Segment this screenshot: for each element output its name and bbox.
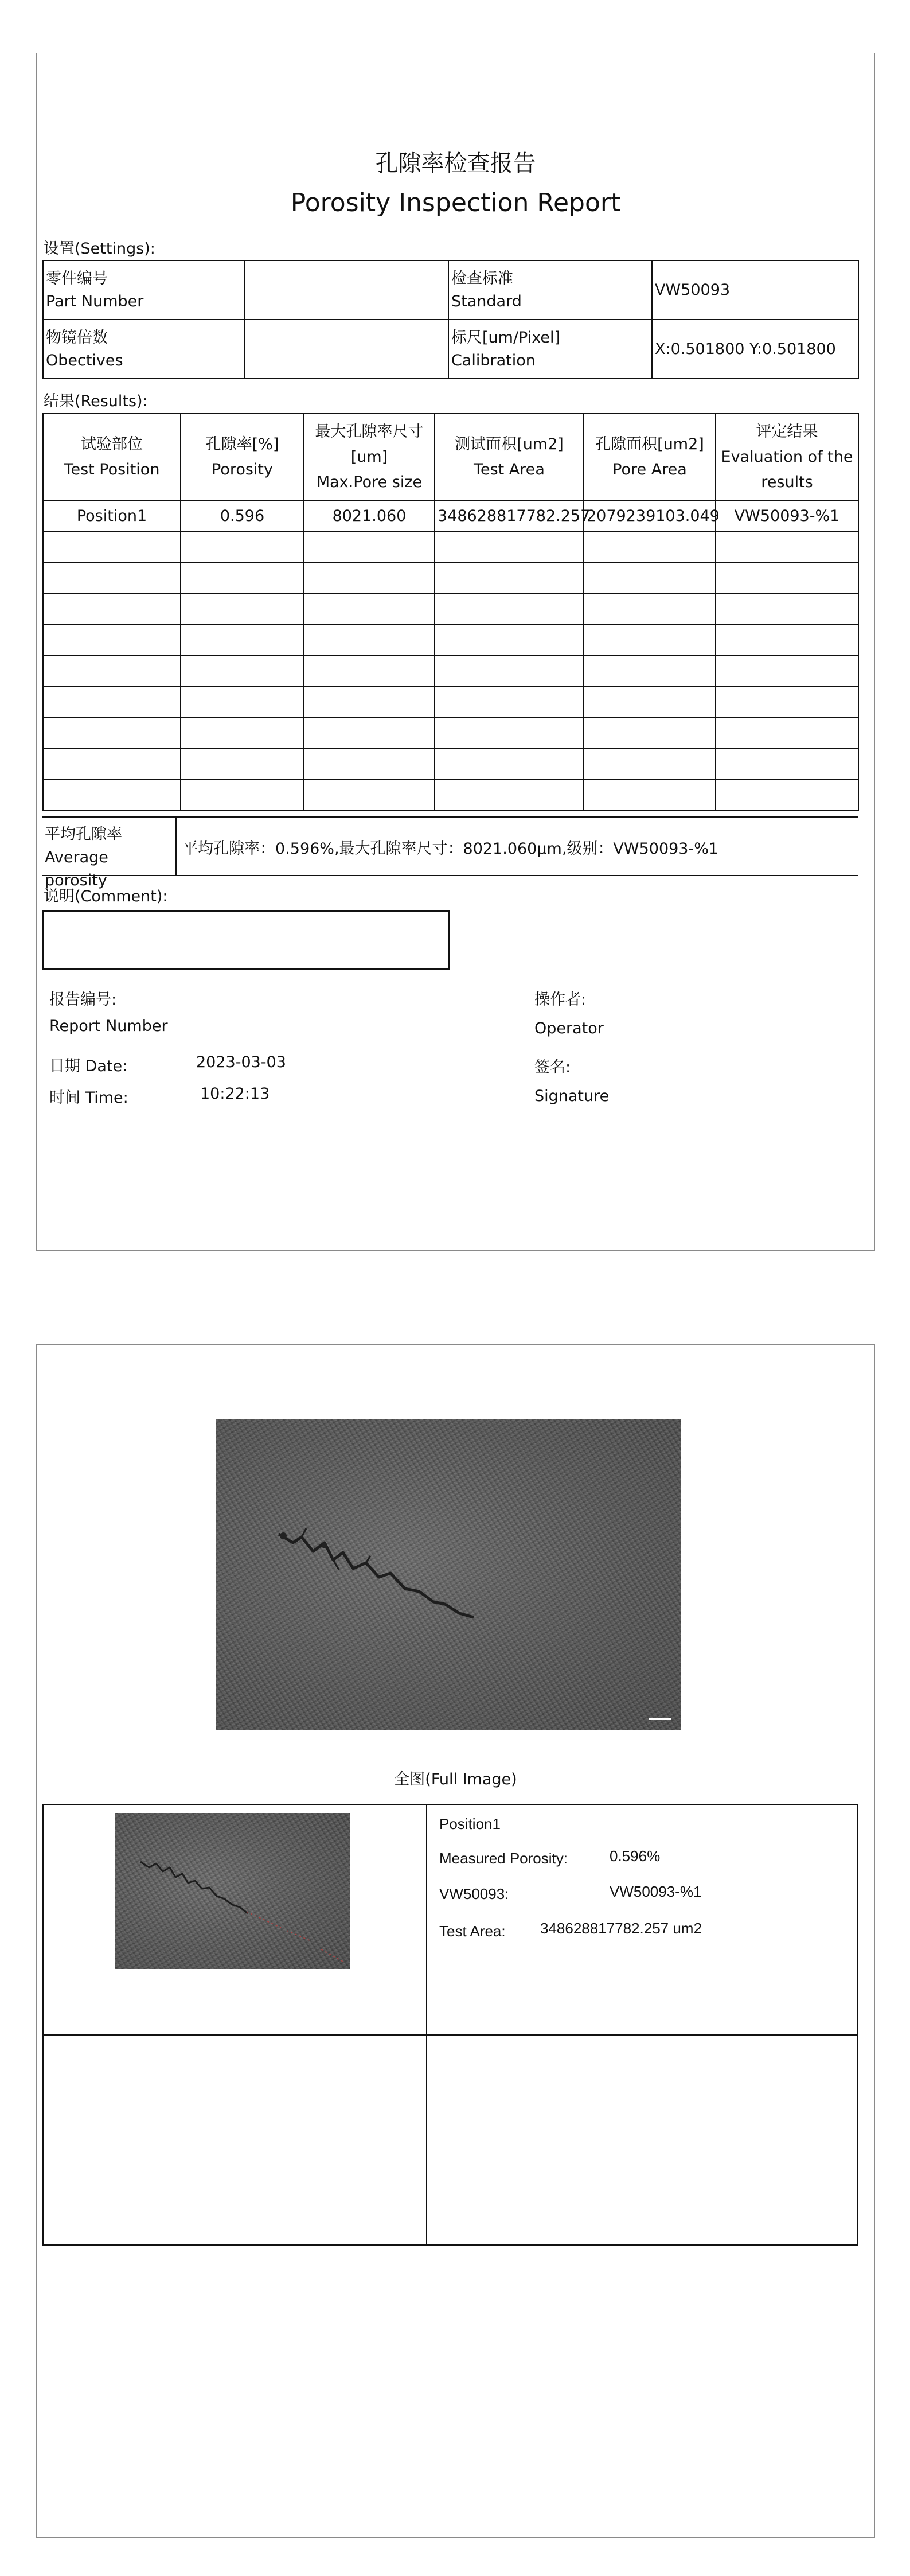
table-row: [43, 594, 858, 625]
cell-test-position: [43, 780, 181, 811]
cell-evaluation: [716, 532, 858, 563]
measured-porosity-value: 0.596%: [610, 1847, 661, 1865]
signature-label-en: Signature: [534, 1087, 610, 1105]
cell-evaluation: [716, 625, 858, 656]
cell-evaluation: [716, 563, 858, 594]
time-label: 时间 Time:: [49, 1089, 128, 1107]
objectives-label: [43, 320, 245, 379]
table-row: [43, 749, 858, 780]
cell-test-area: [435, 780, 584, 811]
header-porosity-cn: 孔隙率[%]: [205, 435, 279, 453]
cell-test-position: [43, 656, 181, 687]
header-test-area: [435, 414, 584, 501]
average-porosity-label: [42, 818, 177, 889]
header-evaluation-cn: 评定结果: [756, 423, 818, 441]
cell-pore-area: [584, 625, 716, 656]
operator-label-cn: 操作者:: [534, 991, 587, 1009]
cell-test-area: [435, 656, 584, 687]
cell-pore-area: [584, 780, 716, 811]
full-micrograph-image: [216, 1419, 681, 1730]
cell-pore-area: [584, 687, 716, 718]
standard-label-cn: 检查标准: [451, 269, 513, 287]
cell-test-position: [43, 749, 181, 780]
cell-porosity: [181, 687, 304, 718]
calibration-label-en: Calibration: [451, 351, 536, 369]
table-row: [43, 656, 858, 687]
part-number-label: [43, 260, 245, 320]
cell-pore-area: [584, 718, 716, 749]
cell-test-area: [435, 532, 584, 563]
settings-table: [42, 260, 859, 379]
position1-thumbnail: [115, 1813, 350, 1969]
cell-porosity: [181, 532, 304, 563]
grid-horizontal-divider: [44, 2034, 857, 2036]
header-evaluation-en-1: Evaluation of the: [721, 448, 853, 466]
report-title-en: Porosity Inspection Report: [290, 188, 621, 217]
header-test-position-en: Test Position: [64, 461, 160, 478]
cell-evaluation: [716, 687, 858, 718]
cell-max-pore-size: 8021.060: [304, 501, 435, 532]
cell-pore-area: [584, 594, 716, 625]
comment-box: [42, 910, 450, 970]
part-number-label-cn: 零件编号: [46, 269, 108, 287]
table-row: [43, 625, 858, 656]
date-value: 2023-03-03: [196, 1053, 286, 1071]
cell-test-position: [43, 625, 181, 656]
cell-max-pore-size: [304, 780, 435, 811]
header-evaluation: [716, 414, 858, 501]
calibration-value: X:0.501800 Y:0.501800: [652, 320, 858, 379]
cell-test-area: [435, 687, 584, 718]
table-row: [43, 501, 858, 532]
full-image-caption: 全图(Full Image): [394, 1770, 517, 1788]
test-area-value: 348628817782.257 um2: [540, 1920, 702, 1937]
objectives-value: [245, 320, 448, 379]
report-page-1: [36, 53, 875, 1251]
cell-test-position: [43, 594, 181, 625]
cell-pore-area: [584, 656, 716, 687]
header-porosity-en: Porosity: [212, 461, 273, 478]
comment-label: 说明(Comment):: [44, 888, 168, 905]
cell-porosity: [181, 656, 304, 687]
cell-porosity: 0.596: [181, 501, 304, 532]
average-porosity-label-en: Average porosity: [45, 849, 108, 889]
report-number-label-cn: 报告编号:: [49, 991, 117, 1009]
table-row: [43, 687, 858, 718]
date-label: 日期 Date:: [49, 1057, 128, 1075]
cell-max-pore-size: [304, 563, 435, 594]
grid-vertical-divider: [426, 1805, 427, 2244]
objectives-label-en: Obectives: [46, 351, 123, 369]
cell-evaluation: [716, 780, 858, 811]
pore-crack-overlay: [216, 1419, 681, 1730]
results-table: [42, 413, 859, 811]
standard-result-label: VW50093:: [439, 1885, 509, 1902]
thumbnail-pore-overlay: [115, 1813, 350, 1969]
signature-label-cn: 签名:: [534, 1059, 571, 1076]
cell-porosity: [181, 625, 304, 656]
header-max-pore-size: [304, 414, 435, 501]
cell-test-position: [43, 687, 181, 718]
cell-test-position: Position1: [43, 501, 181, 532]
cell-max-pore-size: [304, 749, 435, 780]
operator-label-en: Operator: [534, 1019, 604, 1037]
cell-max-pore-size: [304, 532, 435, 563]
cell-max-pore-size: [304, 625, 435, 656]
calibration-label-cn: 标尺[um/Pixel]: [451, 328, 561, 347]
table-row: [43, 718, 858, 749]
table-row: [43, 563, 858, 594]
cell-test-area: 348628817782.257: [435, 501, 584, 532]
cell-test-area: [435, 718, 584, 749]
cell-pore-area: [584, 532, 716, 563]
cell-porosity: [181, 563, 304, 594]
header-max-pore-size-unit: [um]: [350, 448, 388, 466]
cell-porosity: [181, 594, 304, 625]
cell-test-area: [435, 749, 584, 780]
part-number-value: [245, 260, 448, 320]
measured-porosity-label: Measured Porosity:: [439, 1850, 568, 1867]
header-test-area-cn: 测试面积[um2]: [455, 435, 564, 453]
cell-pore-area: [584, 563, 716, 594]
header-porosity: [181, 414, 304, 501]
standard-label-en: Standard: [451, 292, 522, 310]
cell-evaluation: [716, 749, 858, 780]
time-value: 10:22:13: [200, 1085, 270, 1103]
header-pore-area: [584, 414, 716, 501]
table-row: [43, 532, 858, 563]
report-number-label-en: Report Number: [49, 1017, 168, 1035]
header-test-area-en: Test Area: [474, 461, 545, 478]
average-porosity-row: [42, 816, 858, 889]
position-name: Position1: [439, 1815, 501, 1832]
part-number-label-en: Part Number: [46, 292, 144, 310]
header-test-position: [43, 414, 181, 501]
cell-test-area: [435, 625, 584, 656]
header-test-position-cn: 试验部位: [81, 435, 143, 453]
cell-porosity: [181, 780, 304, 811]
cell-max-pore-size: [304, 656, 435, 687]
calibration-label: [448, 320, 652, 379]
header-max-pore-size-cn: 最大孔隙率尺寸: [315, 423, 424, 441]
position-detail-grid: [42, 1804, 858, 2246]
report-title-cn: 孔隙率检查报告: [375, 150, 536, 177]
cell-porosity: [181, 718, 304, 749]
cell-max-pore-size: [304, 594, 435, 625]
header-pore-area-en: Pore Area: [612, 461, 687, 478]
standard-value: VW50093: [652, 260, 858, 320]
cell-max-pore-size: [304, 687, 435, 718]
header-pore-area-cn: 孔隙面积[um2]: [595, 435, 704, 453]
cell-max-pore-size: [304, 718, 435, 749]
header-max-pore-size-en: Max.Pore size: [316, 473, 423, 491]
cell-evaluation: [716, 594, 858, 625]
cell-pore-area: 2079239103.049: [584, 501, 716, 532]
standard-result-value: VW50093-%1: [610, 1883, 702, 1900]
cell-test-area: [435, 594, 584, 625]
header-evaluation-en-2: results: [761, 473, 813, 491]
cell-pore-area: [584, 749, 716, 780]
standard-label: [448, 260, 652, 320]
report-page-2: [36, 1344, 875, 2538]
cell-evaluation: [716, 718, 858, 749]
results-label: 结果(Results):: [44, 392, 148, 410]
settings-label: 设置(Settings):: [44, 240, 155, 258]
cell-test-position: [43, 718, 181, 749]
objectives-label-cn: 物镜倍数: [46, 328, 108, 347]
average-porosity-label-cn: 平均孔隙率: [45, 826, 122, 843]
cell-test-area: [435, 563, 584, 594]
cell-test-position: [43, 532, 181, 563]
cell-evaluation: [716, 656, 858, 687]
average-porosity-value: 平均孔隙率：0.596%,最大孔隙率尺寸：8021.060μm,级别：VW50093-%1: [182, 840, 719, 858]
table-row: [43, 780, 858, 811]
cell-test-position: [43, 563, 181, 594]
cell-evaluation: VW50093-%1: [716, 501, 858, 532]
cell-porosity: [181, 749, 304, 780]
test-area-label: Test Area:: [439, 1923, 506, 1940]
